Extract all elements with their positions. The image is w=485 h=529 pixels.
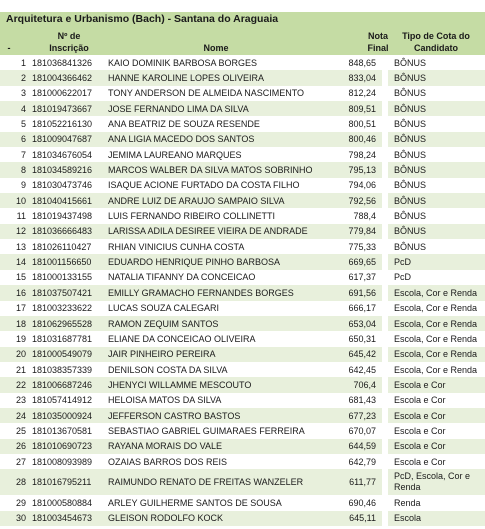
row-cota: Escola e Cor xyxy=(388,377,485,392)
row-nome: LARISSA ADILA DESIREE VIEIRA DE ANDRADE xyxy=(106,224,330,239)
row-inscricao: 181040415661 xyxy=(29,193,106,208)
row-nome: RAMON ZEQUIM SANTOS xyxy=(106,316,330,331)
row-nome: DENILSON COSTA DA SILVA xyxy=(108,364,228,375)
row-inscricao: 181037507421 xyxy=(29,285,106,300)
row-inscricao: 181001156650 xyxy=(29,254,106,269)
row-inscricao: 181019473667 xyxy=(29,101,106,116)
row-cota: BÔNUS xyxy=(388,101,485,116)
row-nome: RAIMUNDO RENATO DE FREITAS WANZELER xyxy=(106,469,330,495)
row-nome: EMILLY GRAMACHO FERNANDES BORGES xyxy=(106,285,330,300)
table-row xyxy=(0,208,485,223)
row-inscricao: 181036841326 xyxy=(32,57,93,68)
row-cota: Escola e Cor xyxy=(388,439,485,454)
row-cota: Escola xyxy=(388,511,485,526)
row-inscricao: 181000622017 xyxy=(32,88,93,99)
row-nome: JAIR PINHEIRO PEREIRA xyxy=(106,347,330,362)
row-nota: 848,65 xyxy=(348,57,376,68)
row-nota: 666,17 xyxy=(348,303,376,314)
row-nome: JOSE FERNANDO LIMA DA SILVA xyxy=(106,101,330,116)
row-inscricao: 181016795211 xyxy=(29,469,106,495)
row-nota: 653,04 xyxy=(330,316,382,331)
row-number: 3 xyxy=(20,88,26,99)
results-table xyxy=(0,55,485,526)
row-nome: ISAQUE ACIONE FURTADO DA COSTA FILHO xyxy=(108,180,300,191)
row-number: 2 xyxy=(0,70,29,85)
row-inscricao: 181000549079 xyxy=(29,347,106,362)
table-row xyxy=(0,454,485,469)
header-nota-line2: Final xyxy=(367,43,389,53)
table-row xyxy=(0,86,485,101)
row-cota: PcD xyxy=(388,254,485,269)
row-number: 16 xyxy=(0,285,29,300)
row-nome: ANA LIGIA MACEDO DOS SANTOS xyxy=(106,132,330,147)
sheet-title: Arquitetura e Urbanismo (Bach) - Santana do Araguaia xyxy=(6,13,279,25)
row-inscricao: 181026110427 xyxy=(32,241,92,252)
row-inscricao: 181034676054 xyxy=(32,149,93,160)
row-number: 10 xyxy=(0,193,29,208)
row-cota: BÔNUS xyxy=(388,193,485,208)
row-number: 22 xyxy=(0,377,29,392)
results-table-body xyxy=(0,55,485,526)
row-nota: 644,59 xyxy=(330,439,382,454)
row-cota: PcD xyxy=(394,272,412,283)
row-nome: LUIS FERNANDO RIBEIRO COLLINETTI xyxy=(108,211,276,222)
row-nome: JEMIMA LAUREANO MARQUES xyxy=(108,149,242,160)
row-cota: BÔNUS xyxy=(394,57,427,68)
row-nota: 792,56 xyxy=(330,193,382,208)
row-nota: 617,37 xyxy=(348,272,376,283)
table-row xyxy=(0,116,485,131)
table-row xyxy=(0,270,485,285)
row-nota: 795,13 xyxy=(330,162,382,177)
row-number: 20 xyxy=(0,347,29,362)
row-nome: LUCAS SOUZA CALEGARI xyxy=(108,303,220,314)
table-row xyxy=(0,511,485,526)
row-cota: BÔNUS xyxy=(394,241,427,252)
row-nome: JEFFERSON CASTRO BASTOS xyxy=(106,408,330,423)
row-inscricao: 181030473746 xyxy=(32,180,93,191)
row-number: 19 xyxy=(15,333,26,344)
row-nome: MARCOS WALBER DA SILVA MATOS SOBRINHO xyxy=(106,162,330,177)
table-row xyxy=(0,469,485,495)
row-nome: NATALIA TIFANNY DA CONCEICAO xyxy=(108,272,256,283)
table-row xyxy=(0,147,485,162)
row-inscricao: 181052216130 xyxy=(32,119,93,130)
row-cota: Escola, Cor e Renda xyxy=(388,285,485,300)
row-number: 26 xyxy=(0,439,29,454)
table-row xyxy=(0,439,485,454)
row-number: 21 xyxy=(15,364,26,375)
row-number: 1 xyxy=(20,57,26,68)
row-nome: HANNE KAROLINE LOPES OLIVEIRA xyxy=(106,70,330,85)
row-nome: ANA BEATRIZ DE SOUZA RESENDE xyxy=(108,119,260,130)
row-inscricao: 181000580884 xyxy=(32,497,93,508)
row-cota: Escola, Cor e Renda xyxy=(394,303,478,314)
row-nota: 650,31 xyxy=(348,333,376,344)
table-row xyxy=(0,331,485,346)
row-number: 27 xyxy=(15,456,26,467)
row-inscricao: 181013670581 xyxy=(32,425,93,436)
row-nota: 794,06 xyxy=(348,180,376,191)
table-row xyxy=(0,347,485,362)
table-row xyxy=(0,377,485,392)
row-inscricao: 181003233622 xyxy=(32,303,93,314)
row-number: 25 xyxy=(15,425,26,436)
row-nota: 669,65 xyxy=(330,254,382,269)
row-nome: ARLEY GUILHERME SANTOS DE SOUSA xyxy=(108,497,282,508)
row-cota: BÔNUS xyxy=(394,88,427,99)
row-cota: BÔNUS xyxy=(394,149,427,160)
row-nota: 800,51 xyxy=(348,119,376,130)
row-nome: KAIO DOMINIK BARBOSA BORGES xyxy=(108,57,258,68)
row-nota: 642,45 xyxy=(348,364,376,375)
row-nome: RAYANA MORAIS DO VALE xyxy=(106,439,330,454)
row-nota: 809,51 xyxy=(330,101,382,116)
table-row xyxy=(0,132,485,147)
row-number: 9 xyxy=(20,180,26,191)
row-nota: 775,33 xyxy=(348,241,376,252)
row-nota: 645,42 xyxy=(330,347,382,362)
row-number: 30 xyxy=(0,511,29,526)
row-nome: GLEISON RODOLFO KOCK xyxy=(106,511,330,526)
row-cota: Escola, Cor e Renda xyxy=(394,364,478,375)
row-number: 15 xyxy=(15,272,26,283)
row-nota: 833,04 xyxy=(330,70,382,85)
row-inscricao: 181034589216 xyxy=(29,162,106,177)
row-cota: BÔNUS xyxy=(388,162,485,177)
row-inscricao: 181038357339 xyxy=(32,364,93,375)
row-nota: 670,07 xyxy=(348,425,376,436)
row-nota: 788,4 xyxy=(353,211,376,222)
row-inscricao: 181006687246 xyxy=(29,377,106,392)
row-number: 7 xyxy=(20,149,26,160)
row-cota: BÔNUS xyxy=(388,224,485,239)
row-nome: EDUARDO HENRIQUE PINHO BARBOSA xyxy=(106,254,330,269)
row-cota: Escola, Cor e Renda xyxy=(388,347,485,362)
row-cota: BÔNUS xyxy=(388,132,485,147)
row-number: 13 xyxy=(15,241,26,252)
row-nota: 690,46 xyxy=(348,497,376,508)
row-inscricao: 181019437498 xyxy=(32,211,93,222)
row-number: 24 xyxy=(0,408,29,423)
row-nome: HELOISA MATOS DA SILVA xyxy=(108,395,222,406)
row-nota: 800,46 xyxy=(330,132,382,147)
table-row xyxy=(0,101,485,116)
row-number: 6 xyxy=(0,132,29,147)
table-row xyxy=(0,362,485,377)
header-nota-line1: Nota xyxy=(368,31,388,41)
table-row xyxy=(0,193,485,208)
row-nota: 812,24 xyxy=(348,88,376,99)
row-cota: BÔNUS xyxy=(388,70,485,85)
header-cota-line1: Tipo de Cota do xyxy=(402,31,470,41)
row-nota: 677,23 xyxy=(330,408,382,423)
table-row xyxy=(0,55,485,70)
table-header xyxy=(0,29,485,55)
row-cota: BÔNUS xyxy=(394,119,427,130)
row-cota: Escola e Cor xyxy=(394,425,446,436)
row-cota: Renda xyxy=(394,497,421,508)
row-cota: Escola, Cor e Renda xyxy=(388,316,485,331)
table-row xyxy=(0,316,485,331)
row-inscricao: 181036666483 xyxy=(29,224,106,239)
row-number: 5 xyxy=(20,119,26,130)
table-row xyxy=(0,224,485,239)
table-row xyxy=(0,239,485,254)
row-inscricao: 181000133155 xyxy=(32,272,93,283)
row-inscricao: 181004366462 xyxy=(29,70,106,85)
row-cota: BÔNUS xyxy=(394,180,427,191)
header-inscricao-line2: Inscrição xyxy=(49,43,89,53)
table-row xyxy=(0,178,485,193)
table-row xyxy=(0,70,485,85)
row-number: 4 xyxy=(0,101,29,116)
row-number: 12 xyxy=(0,224,29,239)
row-nome: ELIANE DA CONCEICAO OLIVEIRA xyxy=(108,333,256,344)
row-nome: RHIAN VINICIUS CUNHA COSTA xyxy=(108,241,245,252)
row-number: 14 xyxy=(0,254,29,269)
row-cota: Escola e Cor xyxy=(388,408,485,423)
row-cota: Escola e Cor xyxy=(394,395,446,406)
row-inscricao: 181003454673 xyxy=(29,511,106,526)
row-inscricao: 181008093989 xyxy=(32,456,93,467)
row-number: 29 xyxy=(15,497,26,508)
row-inscricao: 181035000924 xyxy=(29,408,106,423)
header-num: - xyxy=(7,43,11,53)
row-inscricao: 181031687781 xyxy=(32,333,93,344)
table-row xyxy=(0,254,485,269)
header-inscricao-line1: Nº de xyxy=(57,31,81,41)
table-row xyxy=(0,408,485,423)
row-number: 17 xyxy=(15,303,26,314)
row-cota: Escola, Cor e Renda xyxy=(394,333,478,344)
row-nota: 645,11 xyxy=(330,511,382,526)
row-number: 8 xyxy=(0,162,29,177)
table-row xyxy=(0,393,485,408)
row-nota: 706,4 xyxy=(330,377,382,392)
row-cota: PcD, Escola, Cor e Renda xyxy=(388,469,485,495)
row-nome: JHENYCI WILLAMME MESCOUTO xyxy=(106,377,330,392)
table-row xyxy=(0,301,485,316)
row-nota: 798,24 xyxy=(348,149,376,160)
row-number: 18 xyxy=(0,316,29,331)
header-nome: Nome xyxy=(203,43,229,53)
row-inscricao: 181010690723 xyxy=(29,439,106,454)
table-row xyxy=(0,285,485,300)
row-nota: 691,56 xyxy=(330,285,382,300)
row-inscricao: 181062965528 xyxy=(29,316,106,331)
row-nota: 642,79 xyxy=(348,456,376,467)
header-cota-line2: Candidato xyxy=(414,43,458,53)
row-number: 28 xyxy=(0,469,29,495)
table-row xyxy=(0,162,485,177)
row-nome: SEBASTIAO GABRIEL GUIMARAES FERREIRA xyxy=(108,425,305,436)
row-nota: 681,43 xyxy=(348,395,376,406)
row-cota: Escola e Cor xyxy=(394,456,446,467)
row-nome: OZAIAS BARROS DOS REIS xyxy=(108,456,228,467)
table-row xyxy=(0,423,485,438)
row-nota: 611,77 xyxy=(330,469,382,495)
row-nome: ANDRE LUIZ DE ARAUJO SAMPAIO SILVA xyxy=(106,193,330,208)
row-inscricao: 181057414912 xyxy=(32,395,93,406)
row-number: 11 xyxy=(16,211,26,222)
row-number: 23 xyxy=(15,395,26,406)
sheet-title-row xyxy=(0,12,485,29)
row-nome: TONY ANDERSON DE ALMEIDA NASCIMENTO xyxy=(108,88,305,99)
row-inscricao: 181009047687 xyxy=(29,132,106,147)
row-cota: BÔNUS xyxy=(394,211,427,222)
table-row xyxy=(0,495,485,510)
row-nota: 779,84 xyxy=(330,224,382,239)
